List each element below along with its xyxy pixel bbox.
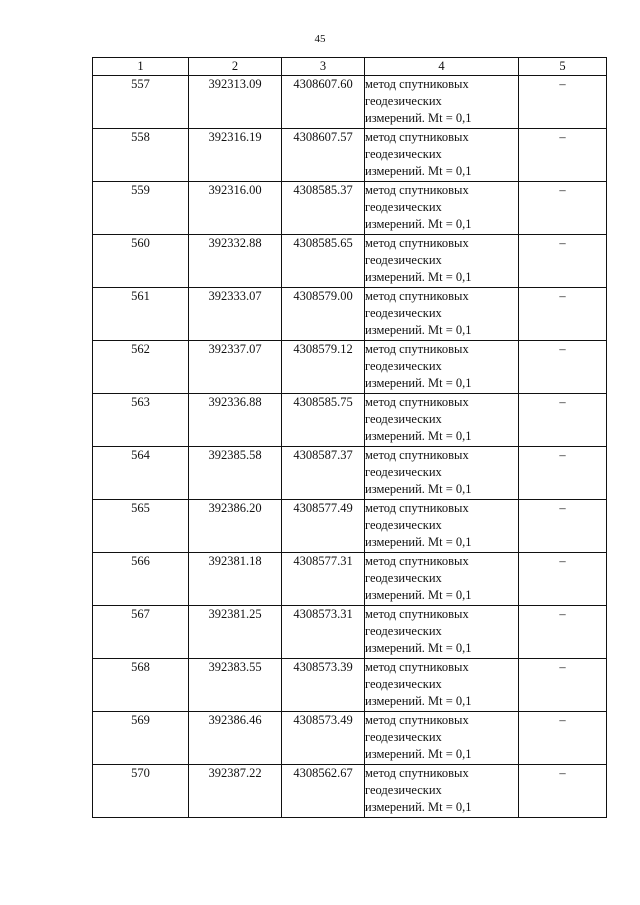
method-cell: метод спутниковых геодезических измерений. Mt = 0,1	[365, 288, 519, 341]
y-coordinate-cell: 4308573.49	[282, 712, 365, 765]
table-row	[93, 553, 607, 606]
y-coordinate-cell: 4308573.31	[282, 606, 365, 659]
point-number-cell: 569	[93, 712, 189, 765]
method-cell: метод спутниковых геодезических измерений. Mt = 0,1	[365, 235, 519, 288]
table-row	[93, 712, 607, 765]
table-row	[93, 394, 607, 447]
method-cell: метод спутниковых геодезических измерений. Mt = 0,1	[365, 76, 519, 129]
y-coordinate-cell: 4308607.57	[282, 129, 365, 182]
y-coordinate-cell: 4308579.12	[282, 341, 365, 394]
method-cell: метод спутниковых геодезических измерений. Mt = 0,1	[365, 341, 519, 394]
method-cell: метод спутниковых геодезических измерений. Mt = 0,1	[365, 659, 519, 712]
point-number-cell: 567	[93, 606, 189, 659]
column-header-5: 5	[519, 58, 607, 76]
x-coordinate-cell: 392333.07	[189, 288, 282, 341]
y-coordinate-cell: 4308573.39	[282, 659, 365, 712]
note-cell: –	[519, 288, 607, 341]
note-cell: –	[519, 76, 607, 129]
y-coordinate-cell: 4308587.37	[282, 447, 365, 500]
x-coordinate-cell: 392316.19	[189, 129, 282, 182]
method-cell: метод спутниковых геодезических измерений. Mt = 0,1	[365, 765, 519, 818]
note-cell: –	[519, 341, 607, 394]
point-number-cell: 562	[93, 341, 189, 394]
column-header-3: 3	[282, 58, 365, 76]
method-cell: метод спутниковых геодезических измерений. Mt = 0,1	[365, 182, 519, 235]
x-coordinate-cell: 392336.88	[189, 394, 282, 447]
point-number-cell: 558	[93, 129, 189, 182]
method-cell: метод спутниковых геодезических измерений. Mt = 0,1	[365, 394, 519, 447]
y-coordinate-cell: 4308585.75	[282, 394, 365, 447]
y-coordinate-cell: 4308577.49	[282, 500, 365, 553]
y-coordinate-cell: 4308579.00	[282, 288, 365, 341]
method-cell: метод спутниковых геодезических измерений. Mt = 0,1	[365, 500, 519, 553]
method-cell: метод спутниковых геодезических измерений. Mt = 0,1	[365, 447, 519, 500]
note-cell: –	[519, 553, 607, 606]
x-coordinate-cell: 392387.22	[189, 765, 282, 818]
point-number-cell: 564	[93, 447, 189, 500]
column-header-4: 4	[365, 58, 519, 76]
x-coordinate-cell: 392332.88	[189, 235, 282, 288]
point-number-cell: 563	[93, 394, 189, 447]
note-cell: –	[519, 500, 607, 553]
point-number-cell: 566	[93, 553, 189, 606]
note-cell: –	[519, 659, 607, 712]
x-coordinate-cell: 392386.46	[189, 712, 282, 765]
table-row	[93, 341, 607, 394]
x-coordinate-cell: 392381.25	[189, 606, 282, 659]
table-row	[93, 288, 607, 341]
x-coordinate-cell: 392313.09	[189, 76, 282, 129]
x-coordinate-cell: 392316.00	[189, 182, 282, 235]
point-number-cell: 560	[93, 235, 189, 288]
x-coordinate-cell: 392381.18	[189, 553, 282, 606]
point-number-cell: 559	[93, 182, 189, 235]
table-row	[93, 765, 607, 818]
table-row	[93, 606, 607, 659]
x-coordinate-cell: 392337.07	[189, 341, 282, 394]
point-number-cell: 570	[93, 765, 189, 818]
note-cell: –	[519, 394, 607, 447]
point-number-cell: 568	[93, 659, 189, 712]
note-cell: –	[519, 606, 607, 659]
page-number: 45	[314, 33, 326, 45]
column-header-2: 2	[189, 58, 282, 76]
note-cell: –	[519, 447, 607, 500]
y-coordinate-cell: 4308607.60	[282, 76, 365, 129]
table-row	[93, 76, 607, 129]
y-coordinate-cell: 4308585.65	[282, 235, 365, 288]
table-header-row	[93, 58, 607, 76]
note-cell: –	[519, 765, 607, 818]
x-coordinate-cell: 392383.55	[189, 659, 282, 712]
table-row	[93, 447, 607, 500]
y-coordinate-cell: 4308562.67	[282, 765, 365, 818]
point-number-cell: 565	[93, 500, 189, 553]
coordinates-table	[92, 57, 607, 818]
y-coordinate-cell: 4308577.31	[282, 553, 365, 606]
x-coordinate-cell: 392385.58	[189, 447, 282, 500]
method-cell: метод спутниковых геодезических измерений. Mt = 0,1	[365, 129, 519, 182]
column-header-1: 1	[93, 58, 189, 76]
method-cell: метод спутниковых геодезических измерений. Mt = 0,1	[365, 553, 519, 606]
table-row	[93, 129, 607, 182]
table-body	[93, 76, 607, 818]
table-row	[93, 182, 607, 235]
note-cell: –	[519, 129, 607, 182]
note-cell: –	[519, 182, 607, 235]
point-number-cell: 561	[93, 288, 189, 341]
method-cell: метод спутниковых геодезических измерений. Mt = 0,1	[365, 712, 519, 765]
note-cell: –	[519, 712, 607, 765]
point-number-cell: 557	[93, 76, 189, 129]
table-row	[93, 235, 607, 288]
method-cell: метод спутниковых геодезических измерений. Mt = 0,1	[365, 606, 519, 659]
note-cell: –	[519, 235, 607, 288]
table-row	[93, 659, 607, 712]
table-row	[93, 500, 607, 553]
x-coordinate-cell: 392386.20	[189, 500, 282, 553]
y-coordinate-cell: 4308585.37	[282, 182, 365, 235]
